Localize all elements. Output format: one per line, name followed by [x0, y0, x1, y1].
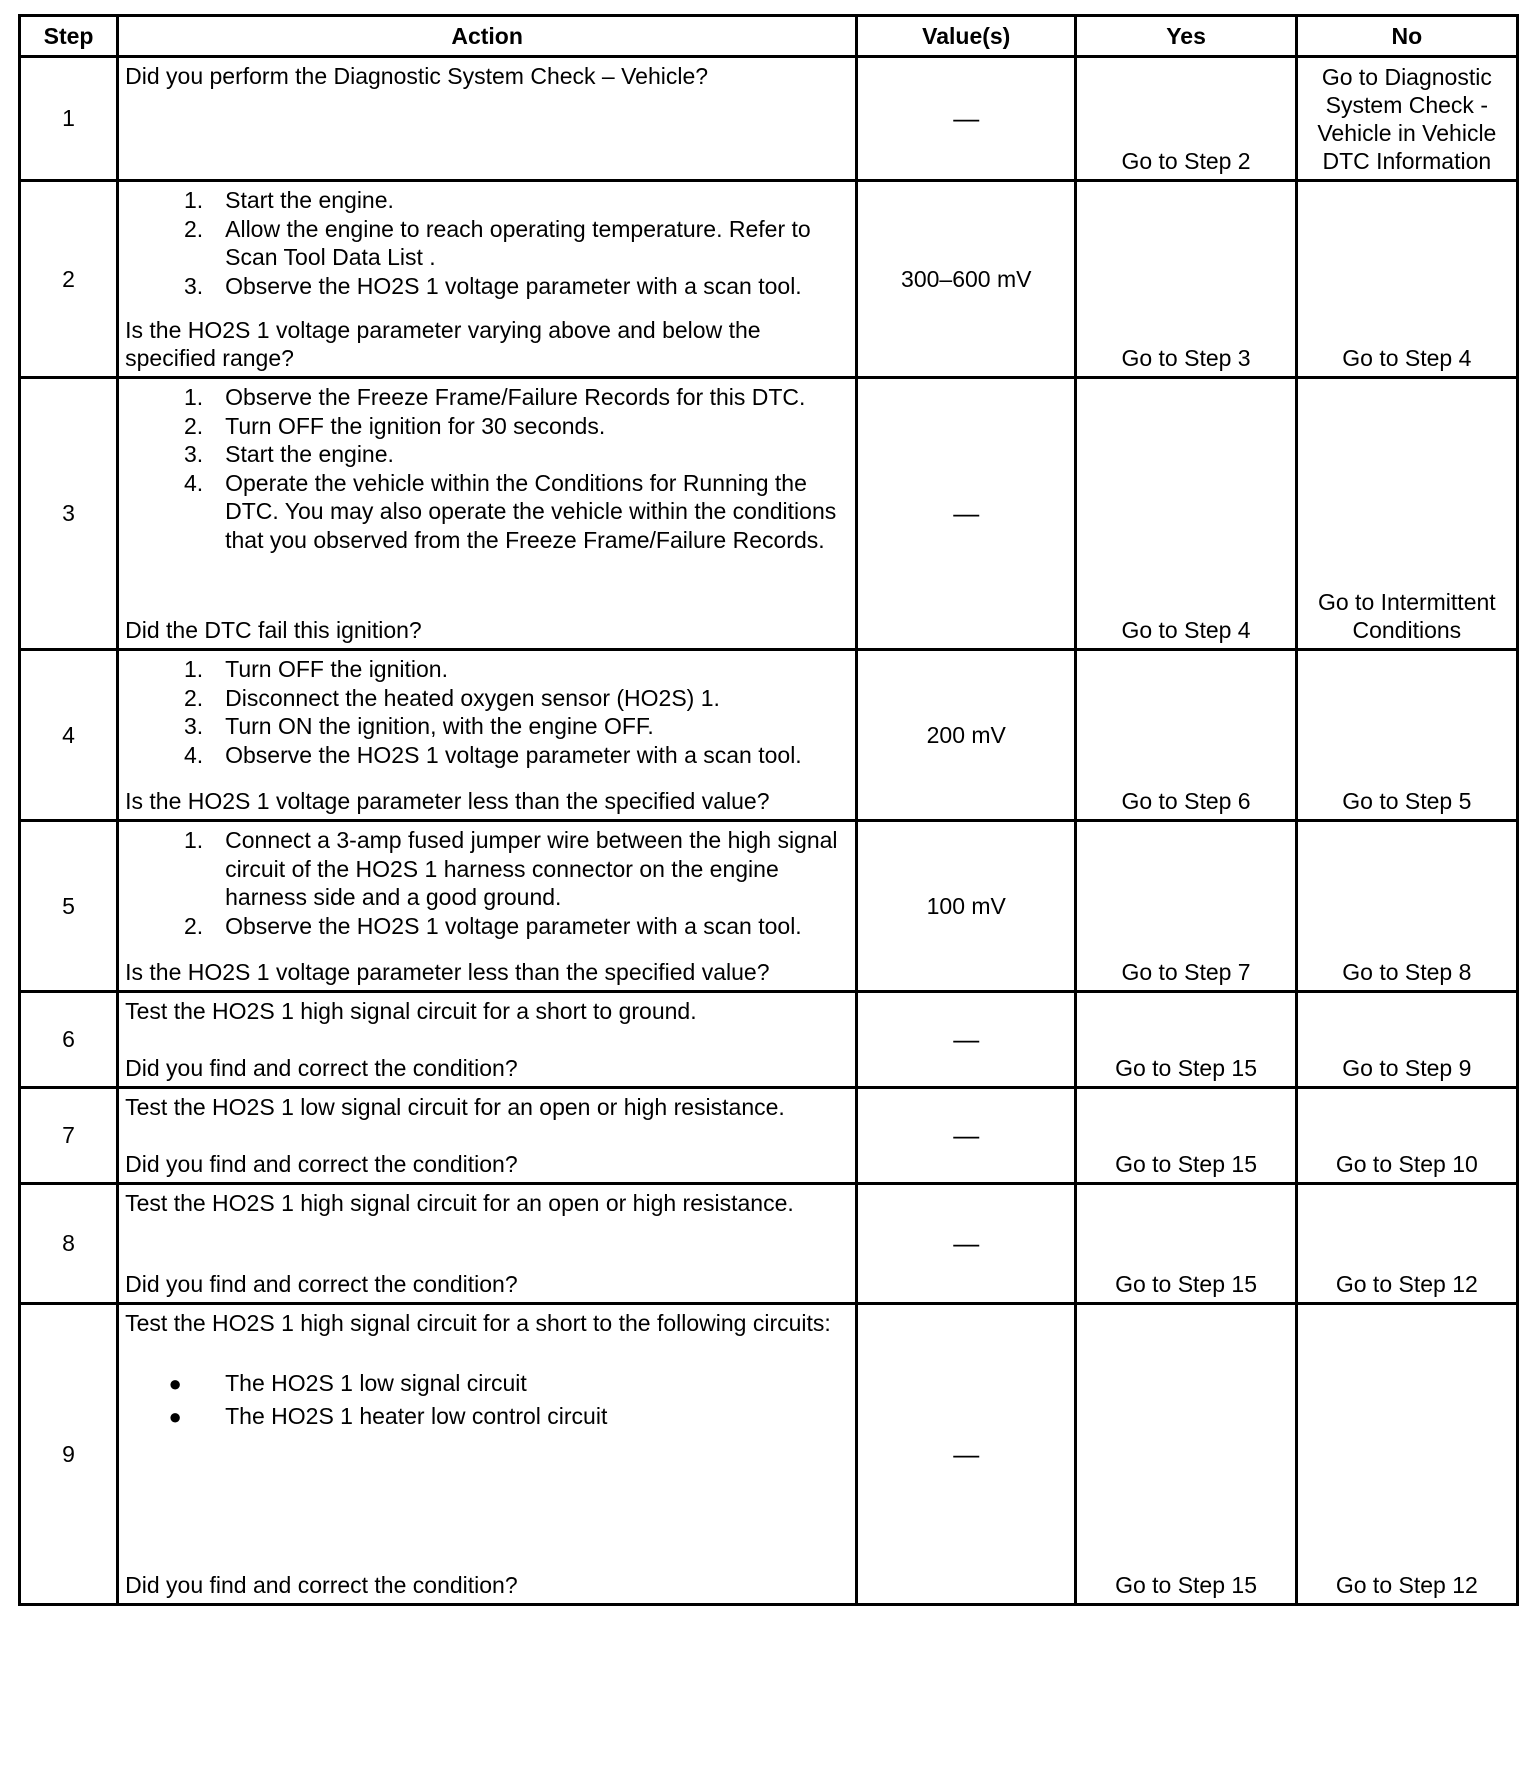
yes-cell: Go to Step 3 — [1076, 181, 1296, 378]
action-content — [125, 997, 849, 1082]
action-intro: Test the HO2S 1 high signal circuit for a short to ground. — [125, 998, 697, 1024]
value-cell: — — [857, 1304, 1076, 1605]
header-no: No — [1296, 16, 1517, 57]
action-step-number: 3. — [183, 272, 204, 299]
action-cell — [118, 57, 857, 181]
no-cell: Go to Diagnostic System Check - Vehicle in Vehicle DTC Information — [1296, 57, 1517, 181]
action-step-item — [125, 440, 849, 469]
action-step-text: Allow the engine to reach operating temperature. Refer to Scan Tool Data List . — [225, 215, 811, 270]
step-number: 6 — [20, 992, 118, 1088]
action-steps — [125, 655, 849, 769]
action-step-text: Turn ON the ignition, with the engine OFF. — [225, 713, 654, 739]
no-cell: Go to Step 8 — [1296, 821, 1517, 992]
table-row — [20, 1184, 1518, 1304]
action-intro: Test the HO2S 1 low signal circuit for an open or high resistance. — [125, 1094, 785, 1120]
action-bullets — [125, 1367, 849, 1433]
header-yes: Yes — [1076, 16, 1296, 57]
action-step-number: 3. — [183, 713, 204, 739]
action-top — [125, 383, 849, 554]
action-step-text: Observe the HO2S 1 voltage parameter with a scan tool. — [225, 912, 802, 939]
action-content — [125, 186, 849, 372]
action-step-item — [125, 655, 849, 684]
step-number: 7 — [20, 1088, 118, 1184]
value-cell: — — [857, 1184, 1076, 1304]
no-cell: Go to Step 4 — [1296, 181, 1517, 378]
action-content — [125, 826, 849, 986]
value-cell: — — [857, 992, 1076, 1088]
action-cell — [118, 1184, 857, 1304]
action-step-text: Observe the HO2S 1 voltage parameter with a scan tool. — [225, 741, 802, 768]
action-cell — [118, 650, 857, 821]
action-cell — [118, 821, 857, 992]
value-cell: — — [857, 378, 1076, 650]
yes-cell: Go to Step 6 — [1076, 650, 1296, 821]
action-step-number: 3. — [183, 441, 204, 467]
action-question: Did you find and correct the condition? — [125, 1151, 518, 1177]
action-content — [125, 1309, 849, 1599]
table-row — [20, 57, 1518, 181]
action-step-text: Operate the vehicle within the Conditions for Running the DTC. You may also operate the vehicle within the conditions that you observed from the Freeze Frame/Failure Records. — [225, 469, 837, 553]
action-bullet-text: The HO2S 1 heater low control circuit — [225, 1403, 608, 1429]
action-cell — [118, 181, 857, 378]
diagnostic-table — [18, 14, 1519, 1606]
header-row — [20, 16, 1518, 57]
action-step-text: Observe the HO2S 1 voltage parameter with a scan tool. — [225, 272, 802, 299]
step-number: 9 — [20, 1304, 118, 1605]
action-question: Did you find and correct the condition? — [125, 1055, 518, 1081]
table-row — [20, 650, 1518, 821]
action-step-text: Start the engine. — [225, 441, 394, 467]
action-top — [125, 1189, 849, 1217]
no-cell: Go to Step 5 — [1296, 650, 1517, 821]
yes-cell: Go to Step 2 — [1076, 57, 1296, 181]
bullet-icon: ● — [168, 1404, 182, 1429]
action-top — [125, 655, 849, 769]
yes-cell: Go to Step 15 — [1076, 1304, 1296, 1605]
action-step-number: 1. — [183, 384, 204, 410]
action-step-text: Observe the Freeze Frame/Failure Records for this DTC. — [225, 384, 806, 410]
action-steps — [125, 186, 849, 300]
action-step-item — [125, 412, 849, 441]
action-step-item — [125, 215, 849, 272]
no-cell: Go to Step 12 — [1296, 1184, 1517, 1304]
value-cell: — — [857, 57, 1076, 181]
action-question: Did you find and correct the condition? — [125, 1271, 518, 1297]
header-step: Step — [20, 16, 118, 57]
action-step-number: 2. — [183, 412, 204, 439]
step-number: 5 — [20, 821, 118, 992]
step-number: 3 — [20, 378, 118, 650]
no-cell: Go to Step 9 — [1296, 992, 1517, 1088]
action-step-item — [125, 383, 849, 412]
table-row — [20, 1088, 1518, 1184]
action-top — [125, 1309, 849, 1433]
action-step-text: Disconnect the heated oxygen sensor (HO2S) 1. — [225, 684, 720, 711]
table-row — [20, 181, 1518, 378]
action-top — [125, 62, 849, 90]
action-cell — [118, 992, 857, 1088]
yes-cell: Go to Step 15 — [1076, 992, 1296, 1088]
action-top — [125, 186, 849, 300]
action-content — [125, 1093, 849, 1178]
no-cell: Go to Step 12 — [1296, 1304, 1517, 1605]
action-step-text: Turn OFF the ignition for 30 seconds. — [225, 412, 606, 439]
action-step-text: Connect a 3-amp fused jumper wire between the high signal circuit of the HO2S 1 harness connector on the engine harness side and a good ground. — [225, 827, 838, 910]
value-cell: 300–600 mV — [857, 181, 1076, 378]
action-top — [125, 1093, 849, 1121]
value-cell: — — [857, 1088, 1076, 1184]
action-content — [125, 1189, 849, 1298]
action-step-text: Turn OFF the ignition. — [225, 656, 448, 682]
table-row — [20, 821, 1518, 992]
no-cell: Go to Intermittent Conditions — [1296, 378, 1517, 650]
action-content — [125, 655, 849, 815]
value-cell: 100 mV — [857, 821, 1076, 992]
action-step-item — [125, 186, 849, 215]
value-cell: 200 mV — [857, 650, 1076, 821]
action-question: Is the HO2S 1 voltage parameter less than the specified value? — [125, 788, 770, 814]
action-bullet-item — [125, 1367, 849, 1400]
action-step-number: 1. — [183, 827, 204, 853]
action-step-number: 2. — [183, 912, 204, 939]
yes-cell: Go to Step 7 — [1076, 821, 1296, 992]
action-step-item — [125, 272, 849, 301]
action-step-item — [125, 684, 849, 713]
action-top — [125, 997, 849, 1025]
header-values: Value(s) — [857, 16, 1076, 57]
header-action: Action — [118, 16, 857, 57]
yes-cell: Go to Step 15 — [1076, 1088, 1296, 1184]
step-number: 1 — [20, 57, 118, 181]
yes-cell: Go to Step 15 — [1076, 1184, 1296, 1304]
action-content — [125, 383, 849, 644]
action-step-number: 2. — [183, 215, 204, 242]
action-step-item — [125, 826, 849, 912]
table-body — [20, 57, 1518, 1605]
action-step-number: 2. — [183, 684, 204, 711]
action-bullet-text: The HO2S 1 low signal circuit — [225, 1370, 527, 1396]
action-intro: Test the HO2S 1 high signal circuit for an open or high resistance. — [125, 1190, 794, 1216]
yes-cell: Go to Step 4 — [1076, 378, 1296, 650]
action-step-item — [125, 912, 849, 941]
action-question: Is the HO2S 1 voltage parameter varying above and below the specified range? — [125, 317, 761, 371]
action-step-number: 4. — [183, 469, 204, 496]
action-cell — [118, 1088, 857, 1184]
action-step-item — [125, 712, 849, 741]
action-intro: Test the HO2S 1 high signal circuit for a short to the following circuits: — [125, 1310, 831, 1336]
action-step-text: Start the engine. — [225, 187, 394, 213]
no-cell: Go to Step 10 — [1296, 1088, 1517, 1184]
action-step-number: 4. — [183, 741, 204, 768]
action-step-number: 1. — [183, 656, 204, 682]
table-row — [20, 378, 1518, 650]
action-cell — [118, 378, 857, 650]
table-row — [20, 1304, 1518, 1605]
action-step-item — [125, 469, 849, 555]
action-question: Did you find and correct the condition? — [125, 1572, 518, 1598]
action-cell — [118, 1304, 857, 1605]
step-number: 2 — [20, 181, 118, 378]
action-steps — [125, 826, 849, 940]
action-question: Did the DTC fail this ignition? — [125, 617, 422, 643]
step-number: 4 — [20, 650, 118, 821]
step-number: 8 — [20, 1184, 118, 1304]
action-top — [125, 826, 849, 940]
action-content — [125, 62, 849, 175]
action-question: Is the HO2S 1 voltage parameter less than the specified value? — [125, 959, 770, 985]
action-intro: Did you perform the Diagnostic System Check – Vehicle? — [125, 63, 709, 89]
action-bullet-item — [125, 1400, 849, 1433]
bullet-icon: ● — [168, 1371, 182, 1396]
action-step-item — [125, 741, 849, 770]
action-step-number: 1. — [183, 187, 204, 213]
table-row — [20, 992, 1518, 1088]
action-steps — [125, 383, 849, 554]
